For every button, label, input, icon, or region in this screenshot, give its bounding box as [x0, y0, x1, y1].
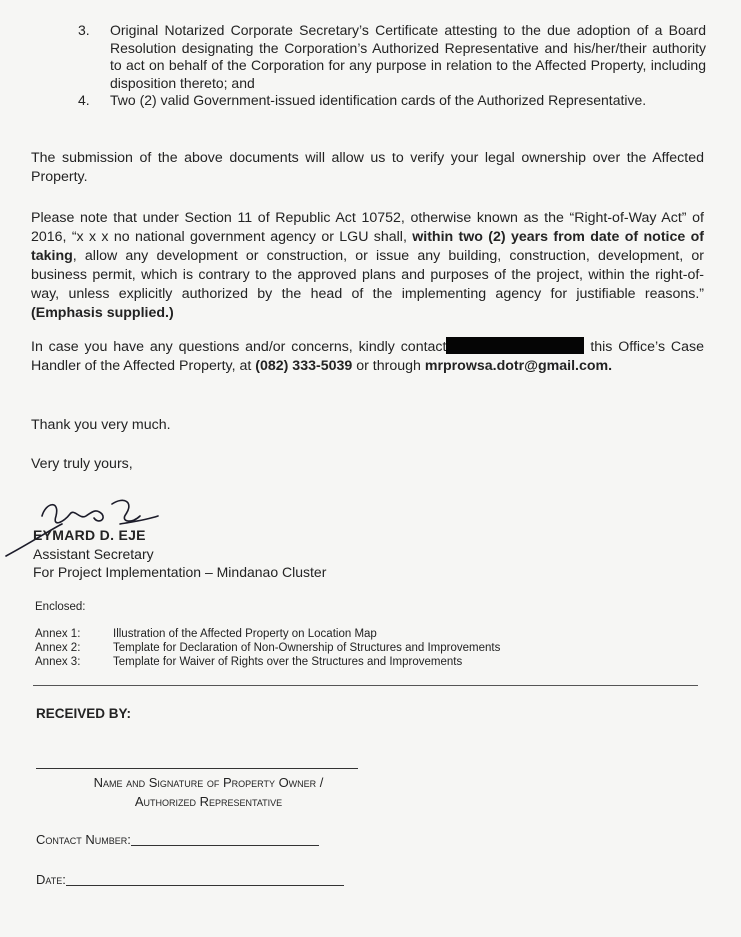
requirements-list — [78, 22, 706, 110]
thanks-line: Thank you very much. — [31, 417, 171, 433]
note-text: , allow any development or construction, or issue any building, construction, development, or business permit, which is contrary to the approved plans and purposes of the project, within the right-of-way, unless explicitly authorized by the head of the implementing agency for justifiable reasons.” — [31, 248, 704, 302]
signatory-title: Assistant Secretary — [33, 546, 154, 562]
annex-item — [35, 642, 500, 654]
annex-text: Template for Waiver of Rights over the Structures and Improvements — [113, 656, 463, 668]
note-bold: within two (2) years from date of notice of taking — [31, 229, 704, 264]
signatory-name: EYMARD D. EJE — [33, 527, 146, 543]
list-text: Two (2) valid Government-issued identification cards of the Authorized Representative. — [110, 92, 647, 108]
date-field — [36, 872, 344, 887]
owner-signature-line — [36, 768, 358, 769]
list-number: 3. — [78, 22, 90, 38]
contact-number-label: Contact Number: — [36, 832, 131, 847]
date-label: Date: — [36, 872, 66, 887]
contact-text: In case you have any questions and/or concerns, kindly contact — [31, 339, 447, 355]
annex-item — [35, 656, 462, 668]
emphasis-note: (Emphasis supplied.) — [31, 305, 174, 321]
received-by-label: RECEIVED BY: — [36, 706, 132, 721]
contact-paragraph — [31, 337, 704, 376]
closing-line: Very truly yours, — [31, 456, 133, 472]
list-item — [78, 22, 706, 92]
date-blank — [66, 885, 344, 886]
phone-number: (082) 333-5039 — [255, 358, 353, 374]
list-number: 4. — [78, 92, 90, 108]
contact-number-field — [36, 832, 319, 847]
contact-number-blank — [131, 845, 319, 846]
list-item — [78, 92, 706, 110]
divider-line — [33, 685, 698, 686]
email-address: mrprowsa.dotr@gmail.com. — [424, 358, 613, 374]
contact-text: or through — [352, 358, 425, 374]
annex-text: Template for Declaration of Non-Ownership of Structures and Improvements — [113, 642, 501, 654]
signatory-position — [33, 545, 326, 581]
annex-label: Annex 1: — [35, 628, 81, 640]
contact-text: this Office’s Case Handler of the Affected Property, at — [31, 339, 705, 374]
redaction-block — [446, 337, 584, 354]
owner-caption-line1: Name and Signature of Property Owner / — [93, 775, 324, 790]
signatory-office: For Project Implementation – Mindanao Cluster — [33, 564, 327, 580]
submission-paragraph: The submission of the above documents will allow us to verify your legal ownership over the Affected Property. — [31, 150, 704, 185]
owner-caption-line2: Authorized Representative — [134, 794, 283, 809]
owner-caption — [36, 773, 381, 811]
note-text: Please note that under Section 11 of Republic Act 10752, otherwise known as the “Right-of-Way Act” of 2016, “x x x no national government agency or LGU shall, — [31, 210, 704, 245]
annex-text: Illustration of the Affected Property on Location Map — [113, 628, 377, 640]
annex-item — [35, 628, 377, 640]
enclosed-label: Enclosed: — [35, 601, 86, 613]
list-text: Original Notarized Corporate Secretary’s Certificate attesting to the due adoption of a Board Resolution designating the Corporation’s Authorized Representative and his/her/their authority to act on behalf of the Corporation for any purpose in relation to the Affected Property, including disposition thereto; and — [110, 22, 706, 91]
note-paragraph — [31, 209, 704, 323]
annex-label: Annex 3: — [35, 656, 81, 668]
annex-label: Annex 2: — [35, 642, 81, 654]
